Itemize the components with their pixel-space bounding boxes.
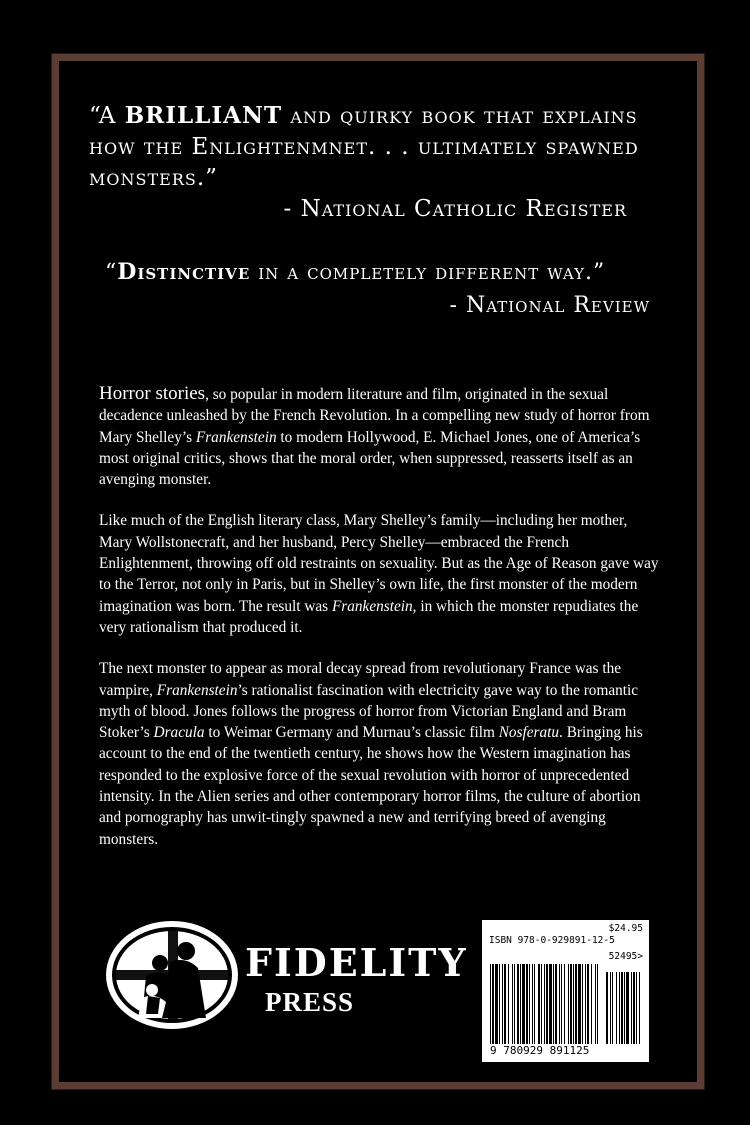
isbn-barcode — [482, 920, 649, 1062]
barcode-bar — [595, 964, 596, 1044]
book-description — [99, 383, 659, 870]
quote-1-text: and quirky book that explains how the Enlightenmnet. . . ultimately spawned monsters.” — [89, 103, 639, 191]
barcode-bar — [564, 964, 565, 1044]
barcode-bar — [490, 964, 491, 1044]
barcode-addon-bar — [612, 972, 613, 1044]
barcode-bar — [499, 964, 500, 1044]
publisher-wordmark — [245, 940, 468, 1018]
barcode-isbn: ISBN 978-0-929891-12-5 — [489, 935, 615, 946]
barcode-bar — [508, 964, 509, 1044]
barcode-addon-bar — [626, 972, 629, 1044]
barcode-bar — [534, 964, 535, 1044]
text-run: , in which the monster repudiates the very rationalism that produced it. — [99, 597, 639, 636]
description-paragraph-3 — [99, 658, 659, 850]
barcode-addon-bar — [621, 972, 623, 1044]
text-run: to modern Hollywood, E. Michael Jones, one of America’s most original critics, shows that the moral order, when suppressed, reasserts itself as an avenging monster. — [99, 428, 641, 489]
publisher-name: FIDELITY — [245, 940, 468, 985]
publisher-press: PRESS — [265, 987, 355, 1017]
barcode-bar — [520, 964, 521, 1044]
title-italic: Nosferatu — [498, 724, 560, 742]
quote-1-open: “A — [89, 103, 125, 129]
barcode-bar — [541, 964, 542, 1044]
quote-2-text: in a completely different way.” — [250, 260, 606, 285]
barcode-bar — [532, 964, 533, 1044]
title-italic: Frankenstein — [195, 428, 277, 446]
barcode-bar — [546, 964, 548, 1044]
text-run: , so popular in modern literature and film, originated in the sexual decadence unleashed by the French Revolution. In a compelling new study of horror from Mary Shelley’s — [99, 386, 650, 446]
barcode-addon-bar — [619, 972, 620, 1044]
barcode-bar — [570, 964, 572, 1044]
text-run: . Bringing his account to the end of the twentieth century, he shows how the Western imagination has responded to the explosive force of the sexual revolution with horror of unprecedented intensity. In the Alien series and other contemporary horror films, the culture of abortion and pornography has unwit-tingly spawned a new and terrifying breed of avenging monsters. — [99, 724, 643, 848]
barcode-addon: 52495> — [608, 951, 643, 962]
barcode-bars-icon — [490, 964, 642, 1044]
barcode-bar — [495, 964, 498, 1044]
description-paragraph-1 — [99, 383, 659, 490]
barcode-bar — [591, 964, 592, 1044]
barcode-bar — [553, 964, 554, 1044]
barcode-addon-bar — [636, 972, 637, 1044]
text-run: ’s rationalist fascination with electricity gave way to the romantic myth of blood. Jones follows the progress of horror from Victorian England and Bram Stoker’s — [99, 681, 639, 742]
publisher-logo-icon — [102, 918, 242, 1033]
title-italic: Frankenstein — [156, 681, 238, 699]
barcode-addon-bar — [639, 972, 640, 1044]
text-run: to Weimar Germany and Murnau’s classic film — [204, 724, 499, 742]
barcode-bar — [512, 964, 513, 1044]
barcode-addon-bar — [624, 972, 625, 1044]
text-run: Like much of the English literary class, Mary Shelley’s family—including her mother, Mary Wollstonecraft, and her husband, Percy Shelley—embraced the French Enlightenment, throwing off old restraints on sexuality. But as the Age of Reason gave way to the Terror, not only in Paris, but in Shelley’s own life, the first monster of the modern imagination was born. The result was — [99, 512, 659, 615]
barcode-addon-bar — [633, 972, 635, 1044]
barcode-bar — [585, 964, 586, 1044]
barcode-bar — [544, 964, 545, 1044]
barcode-bar — [555, 964, 557, 1044]
barcode-bar — [517, 964, 519, 1044]
title-italic: Frankenstein — [331, 597, 413, 615]
barcode-bar — [561, 964, 562, 1044]
description-lead: Horror stories — [99, 383, 206, 404]
barcode-addon-bar — [616, 972, 617, 1044]
barcode-bar — [582, 964, 583, 1044]
barcode-addon-bar — [606, 972, 608, 1044]
barcode-bar — [573, 964, 574, 1044]
quote-1-attribution: - National Catholic Register — [283, 196, 627, 222]
barcode-addon-bar — [610, 972, 611, 1044]
barcode-bar — [549, 964, 552, 1044]
barcode-bar — [597, 964, 598, 1044]
barcode-bar — [502, 964, 503, 1044]
barcode-bar — [578, 964, 581, 1044]
barcode-bar — [492, 964, 494, 1044]
quote-2-emphasis: Distinctive — [117, 259, 251, 285]
barcode-bar — [568, 964, 569, 1044]
quote-2-attribution: - National Review — [449, 293, 650, 318]
description-paragraph-2 — [99, 510, 659, 638]
barcode-bar — [559, 964, 560, 1044]
barcode-addon-bar — [631, 972, 632, 1044]
barcode-bar — [526, 964, 528, 1044]
barcode-price: $24.95 — [608, 923, 643, 934]
quote-2-open: “ — [105, 260, 118, 285]
barcode-bar — [504, 964, 506, 1044]
barcode-bar — [522, 964, 525, 1044]
barcode-bar — [587, 964, 589, 1044]
title-italic: Dracula — [153, 724, 205, 742]
review-quote-1 — [89, 100, 649, 225]
quote-1-emphasis: BRILLIANT — [124, 102, 283, 129]
barcode-number: 9 780929 891125 — [490, 1044, 590, 1057]
barcode-bar — [575, 964, 577, 1044]
text-run: The next monster to appear as moral decay spread from revolutionary France was the vampire, — [99, 660, 622, 699]
review-quote-2 — [105, 258, 650, 320]
barcode-bar — [529, 964, 530, 1044]
barcode-bar — [538, 964, 540, 1044]
barcode-bar — [514, 964, 515, 1044]
